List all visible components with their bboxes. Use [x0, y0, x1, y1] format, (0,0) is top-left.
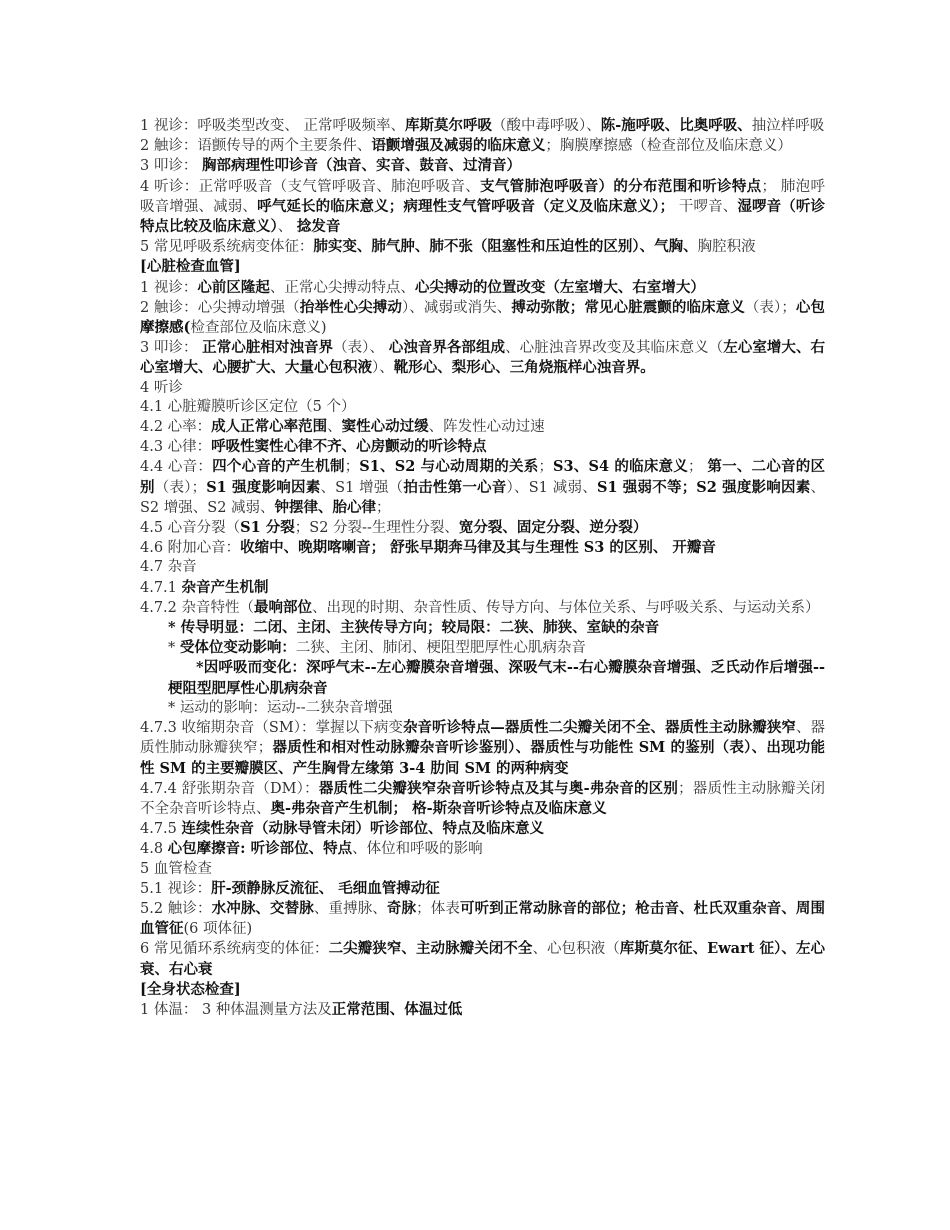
bold-text: 四个心音的产生机制: [212, 458, 345, 476]
text-line: [140, 278, 825, 298]
bold-text: S1 分裂: [240, 519, 295, 537]
text-run: 检查部位及临床意义): [190, 320, 327, 337]
text-line: [140, 779, 825, 819]
text-run: 、阵发性心动过速: [428, 419, 545, 436]
text-run: （表）；: [744, 299, 796, 316]
text-run: 4.7.3 收缩期杂音（SM）：掌握以下病变: [140, 720, 403, 737]
bold-text: 库斯莫尔呼吸: [404, 117, 492, 134]
text-run: 4.7.5: [140, 821, 182, 838]
text-run: 4.7 杂音: [140, 559, 197, 576]
text-run: ）、: [372, 360, 394, 377]
text-run: 2 触诊：语颤传导的两个主要条件、: [140, 138, 372, 155]
text-run: 、体位和呼吸的影响: [352, 841, 483, 858]
bold-text: 最响部位: [254, 598, 313, 616]
bold-text: 收缩中、晚期喀喇音； 舒张早期奔马律及其与生理性 S3 的区别、 开瓣音: [240, 539, 716, 557]
text-line: [140, 298, 825, 338]
text-run: 6 常见循环系统病变的体征：: [140, 941, 329, 958]
bold-text: 胸部病理性叩诊音（浊音、实音、鼓音、过清音）: [201, 157, 521, 175]
text-run: 5.1 视诊：: [140, 880, 212, 897]
text-line: [140, 558, 825, 577]
bold-text: 心尖搏动的位置改变（左室增大、右室增大）: [414, 278, 705, 296]
text-run: 4 听诊: [140, 379, 183, 396]
text-run: （表）；: [154, 479, 207, 496]
bold-text: 杂音听诊特点—器质性二尖瓣关闭不全、器质性主动脉瓣狭窄: [402, 719, 796, 737]
text-run: ）、减弱或消失、: [401, 299, 512, 316]
text-run: ；: [688, 459, 708, 476]
bold-text: 器质性和相对性动脉瓣杂音听诊鉴别）、器质性与功能性 SM 的鉴别（表）、出现功能性 SM 的主要瓣膜区、产生胸骨左缘第 3-4 肋间 SM 的两种病变: [140, 739, 825, 777]
text-run: 5 常见呼吸系统病变体征：: [140, 239, 314, 256]
text-run: 胸腔积液: [697, 239, 756, 256]
text-line: [140, 618, 825, 638]
bold-text: 心包摩擦音: 听诊部位、特点: [167, 840, 353, 858]
bold-text: 窦性心动过缓: [341, 418, 429, 436]
text-line: [140, 578, 825, 598]
text-line: [140, 1000, 825, 1020]
text-run: 4.3 心律：: [140, 439, 212, 456]
bold-text: 水冲脉、交替脉: [211, 899, 314, 917]
text-run: 4.8: [140, 841, 168, 858]
text-run: ； 肺泡呼吸音增强、减弱、: [140, 178, 825, 215]
text-run: 4.7.2 杂音特性（: [140, 599, 255, 616]
text-run: 4.7.1: [140, 579, 182, 596]
bold-text: 搏动弥散；常见心脏震颤的临床意义: [511, 298, 745, 316]
text-line: [140, 257, 825, 277]
text-run: 1 体温： 3 种体温测量方法及: [140, 1001, 332, 1018]
bold-text: 可听到正常动脉音的部位；枪击音、杜氏双重杂音、周围血管征: [140, 899, 826, 938]
bold-text: 左心室增大、右心室增大、心腰扩大、大量心包积液: [140, 339, 826, 377]
bold-text: * 传导明显：二闭、主闭、主狭传导方向；较局限：二狭、肺狭、室缺的杂音: [168, 619, 660, 637]
text-run: * 运动的影响：运动--二狭杂音增强: [168, 699, 393, 716]
bold-text: 呼吸性窦性心律不齐、心房颤动的听诊特点: [211, 438, 487, 456]
text-run: 4.7.4 舒张期杂音（DM）：: [140, 780, 319, 797]
text-run: 4.1 心脏瓣膜听诊区定位（5 个）: [140, 398, 356, 415]
text-run: 、: [327, 419, 342, 436]
text-line: [140, 638, 825, 658]
bold-text: 钟摆律、胎心律: [274, 498, 377, 516]
text-line: [140, 237, 825, 257]
bold-text: 捻发音: [296, 218, 341, 236]
text-line: [140, 457, 825, 518]
text-run: *: [168, 640, 180, 657]
bold-text: 二尖瓣狭窄、主动脉瓣关闭不全: [328, 940, 533, 958]
text-line: [140, 538, 825, 558]
text-line: [140, 598, 825, 618]
text-line: [140, 379, 825, 398]
text-line: [140, 699, 825, 718]
bold-text: 宽分裂、固定分裂、逆分裂）: [458, 519, 648, 537]
bold-text: 心浊音界各部组成: [388, 339, 506, 357]
bold-text: 奥-弗杂音产生机制； 格-斯杂音听诊特点及临床意义: [270, 799, 607, 817]
bold-text: [心脏检查血管]: [140, 258, 241, 276]
text-line: [140, 116, 825, 136]
bold-text: 杂音产生机制: [181, 578, 269, 596]
text-run: ；: [344, 459, 360, 476]
text-run: 5.2 触诊：: [140, 900, 212, 917]
text-line: [140, 939, 825, 979]
text-run: 、重搏脉、: [313, 900, 387, 917]
text-run: 3 叩诊：: [140, 158, 202, 175]
text-run: 5 血管检查: [140, 860, 212, 877]
bold-text: 受体位变动影响：: [179, 639, 296, 657]
text-line: [140, 518, 825, 538]
text-line: [140, 417, 825, 437]
bold-text: 语颤增强及减弱的临床意义: [371, 137, 546, 155]
bold-text: 库斯莫尔征、Ewart 征）、左心衰、右心衰: [140, 940, 826, 978]
text-run: ；: [538, 459, 553, 476]
text-run: 4.4 心音：: [140, 459, 213, 476]
bold-text: S1、S2 与心动周期的关系: [359, 458, 539, 476]
text-run: 、心包积液（: [532, 941, 620, 958]
text-run: 二狭、主闭、肺闭、梗阻型肥厚性心肌病杂音: [295, 640, 586, 657]
bold-text: 拍击性第一心音: [403, 478, 507, 496]
bold-text: 连续性杂音（动脉导管未闭）听诊部位、特点及临床意义: [181, 820, 545, 838]
bold-text: S3、S4 的临床意义: [552, 458, 689, 476]
text-line: [140, 177, 825, 238]
text-run: 3 叩诊：: [140, 340, 203, 357]
text-run: （表）、: [333, 340, 389, 357]
text-run: 、出现的时期、杂音性质、传导方向、与体位关系、与呼吸关系、与运动关系）: [312, 599, 820, 616]
text-run: 4 听诊：正常呼吸音（支气管呼吸音、肺泡呼吸音、: [140, 178, 481, 195]
bold-text: 心前区隆起: [197, 278, 270, 296]
text-run: 、S1 增强（: [320, 479, 404, 496]
text-line: [140, 839, 825, 859]
text-run: ）、S1 减弱、: [506, 479, 597, 496]
text-run: 4.6 附加心音：: [140, 540, 241, 557]
text-line: [140, 398, 825, 417]
text-run: ；: [376, 499, 391, 516]
text-run: （酸中毒呼吸）、: [491, 118, 601, 134]
bold-text: 成人正常心率范围: [211, 418, 328, 436]
bold-text: 呼气延长的临床意义；病理性支气管呼吸音（定义及临床意义）；: [257, 197, 675, 215]
bold-text: 第一、二心音的区别: [140, 458, 825, 496]
bold-text: 正常范围、体温过低: [331, 1000, 463, 1018]
text-line: [140, 860, 825, 879]
bold-text: S1 强度影响因素: [206, 478, 321, 496]
bold-text: 抬举性心尖搏动: [299, 298, 402, 316]
bold-text: 靴形心、梨形心、三角烧瓶样心浊音界。: [393, 359, 655, 377]
text-run: 1 视诊：呼吸类型改变、 正常呼吸频率、: [140, 118, 405, 134]
text-run: 干啰音、: [674, 198, 738, 215]
text-line: [140, 899, 825, 939]
text-line: [140, 338, 825, 378]
bold-text: *因呼吸而变化：深呼气末--左心瓣膜杂音增强、深吸气末--右心瓣膜杂音增强、乏氏动作后增强--梗阻型肥厚性心肌病杂音: [168, 659, 825, 697]
bold-text: 心包摩擦感(: [140, 298, 826, 337]
bold-text: 器质性二尖瓣狭窄杂音听诊特点及其与奥-弗杂音的区别: [318, 779, 679, 797]
text-run: ；体表: [416, 900, 460, 917]
text-run: 、: [277, 219, 297, 236]
bold-text: 奇脉: [386, 899, 417, 917]
bold-text: 湿啰音（听诊特点比较及临床意义）: [140, 197, 826, 236]
text-run: 4.5 心音分裂（: [140, 520, 241, 537]
text-run: 2 触诊：心尖搏动增强（: [140, 299, 300, 316]
text-run: 、正常心尖搏动特点、: [269, 279, 415, 296]
text-line: [140, 437, 825, 457]
text-line: [140, 980, 825, 1000]
text-line: [140, 718, 825, 779]
bold-text: S1 强弱不等；S2 强度影响因素: [596, 478, 811, 496]
document-body: [140, 116, 825, 1020]
bold-text: 肝-颈静脉反流征、 毛细血管搏动征: [211, 879, 440, 897]
text-run: 抽泣样呼吸: [751, 118, 825, 134]
bold-text: 支气管肺泡呼吸音）的分布范围和听诊特点: [480, 177, 762, 195]
text-run: 1 视诊：: [140, 279, 198, 296]
text-run: 4.2 心率：: [140, 419, 212, 436]
text-run: ；S2 分裂--生理性分裂、: [294, 520, 459, 537]
text-line: [140, 819, 825, 839]
text-line: [140, 658, 825, 698]
text-run: 、心脏浊音界改变及其临床意义（: [505, 340, 724, 357]
bold-text: 陈-施呼吸、比奥呼吸、: [600, 117, 752, 134]
text-run: ；胸膜摩擦感（检查部位及临床意义）: [545, 138, 792, 155]
bold-text: 肺实变、肺气肿、肺不张（阻塞性和压迫性的区别）、气胸、: [313, 238, 698, 256]
text-run: 、S2 增强、S2 减弱、: [140, 479, 825, 516]
text-run: 、器质性肺动脉瓣狭窄；: [140, 720, 826, 757]
text-run: ；器质性主动脉瓣关闭不全杂音听诊特点、: [140, 780, 825, 817]
text-run: (6 项体征): [183, 921, 253, 938]
text-line: [140, 156, 825, 176]
text-line: [140, 136, 825, 156]
bold-text: [全身状态检查]: [140, 980, 241, 998]
text-line: [140, 879, 825, 899]
bold-text: 正常心脏相对浊音界: [202, 339, 334, 357]
